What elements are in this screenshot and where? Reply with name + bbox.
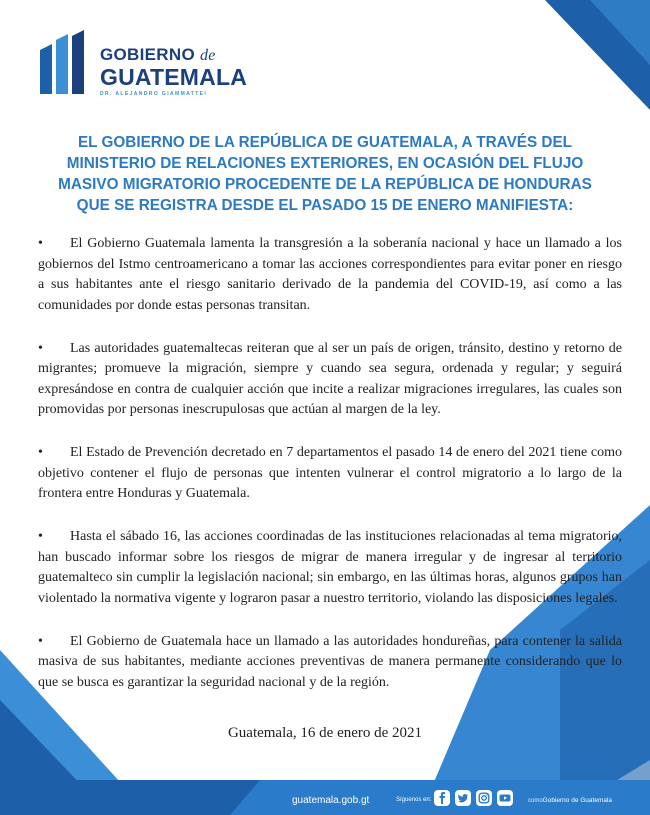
list-item-text: Las autoridades guatemaltecas reiteran que al ser un país de origen, tránsito, destino y retorno de migrantes; promueve la migración, siempre y cuando sea segura, ordenada y regular; y seguirá expresándose en contra de cualquier acción que incite a realizar migraciones irregulares, las cuales son promovidas por personas inescrupulosas que actúan al margen de la ley. bbox=[38, 340, 622, 417]
statement-list bbox=[38, 234, 622, 716]
dateline: Guatemala, 16 de enero de 2021 bbox=[227, 725, 423, 741]
instagram-icon[interactable] bbox=[476, 790, 492, 806]
list-item bbox=[38, 339, 622, 421]
list-item bbox=[38, 443, 622, 505]
footer-website-link[interactable]: guatemala.gob.gt bbox=[292, 795, 370, 806]
footer-follow-label: Síguenos en: bbox=[396, 797, 432, 803]
list-item-text: El Gobierno Guatemala lamenta la transgresión a la soberanía nacional y hace un llamado a los gobiernos del Istmo centroamericano a tomar las acciones correspondientes para evitar poner en riesgo a sus habitantes ante el riesgo sanitario derivado de la pandemia del COVID-19, así como a las comunidades por donde estas personas transitan. bbox=[38, 236, 622, 313]
youtube-icon[interactable] bbox=[497, 790, 513, 806]
facebook-icon[interactable] bbox=[434, 790, 450, 806]
list-item-text: El Estado de Prevención decretado en 7 departamentos el pasado 14 de enero del 2021 tiene como objetivo contener el flujo de personas que intenten vulnerar el control migratorio a lo largo de la frontera entre Honduras y Guatemala. bbox=[38, 445, 622, 501]
list-item bbox=[38, 234, 622, 316]
social-icons bbox=[434, 790, 513, 806]
bullet-point: • bbox=[38, 633, 43, 649]
logo-title-line2: GUATEMALA bbox=[100, 64, 248, 90]
document-heading: EL GOBIERNO DE LA REPÚBLICA DE GUATEMALA, A TRAVÉS DEL MINISTERIO DE RELACIONES EXTERIORES, EN OCASIÓN DEL FLUJO MASIVO MIGRATORIO PROCEDENTE DE LA REPÚBLICA DE HONDURAS QUE SE REGISTRA DESDE EL PASADO 15 DE ENERO MANIFIESTA: bbox=[58, 134, 592, 214]
logo-title-line1: GOBIERNO de bbox=[100, 45, 216, 64]
list-item-text: El Gobierno de Guatemala hace un llamado a las autoridades hondureñas, para contener la salida masiva de sus habitantes, mediante acciones preventivas de manera permanente considerando que lo que se busca es garantizar la seguridad nacional y de la región. bbox=[38, 633, 622, 690]
bullet-point: • bbox=[38, 529, 43, 544]
footer-handle: comoGobierno de Guatemala bbox=[528, 797, 613, 804]
gobierno-logo bbox=[40, 30, 270, 110]
bullet-point: • bbox=[38, 340, 43, 356]
bullet-point: • bbox=[38, 445, 43, 460]
bullet-point: • bbox=[38, 236, 43, 251]
list-item-text: Hasta el sábado 16, las acciones coordinadas de las instituciones relacionadas al tema migratorio, han buscado informar sobre los riesgos de migrar de manera irregular y de ingresar al territorio guatemalteco sin cumplir la legislación nacional; sin embargo, en las últimas horas, algunos grupos han violentado la normativa vigente y lograron pasar a nuestro territorio, violando las disposiciones legales. bbox=[38, 529, 622, 606]
list-item bbox=[38, 632, 622, 694]
list-item bbox=[38, 527, 622, 609]
twitter-icon[interactable] bbox=[455, 790, 471, 806]
logo-subtitle: DR. ALEJANDRO GIAMMATTEI bbox=[100, 91, 208, 97]
logo-bars-icon bbox=[40, 30, 96, 94]
